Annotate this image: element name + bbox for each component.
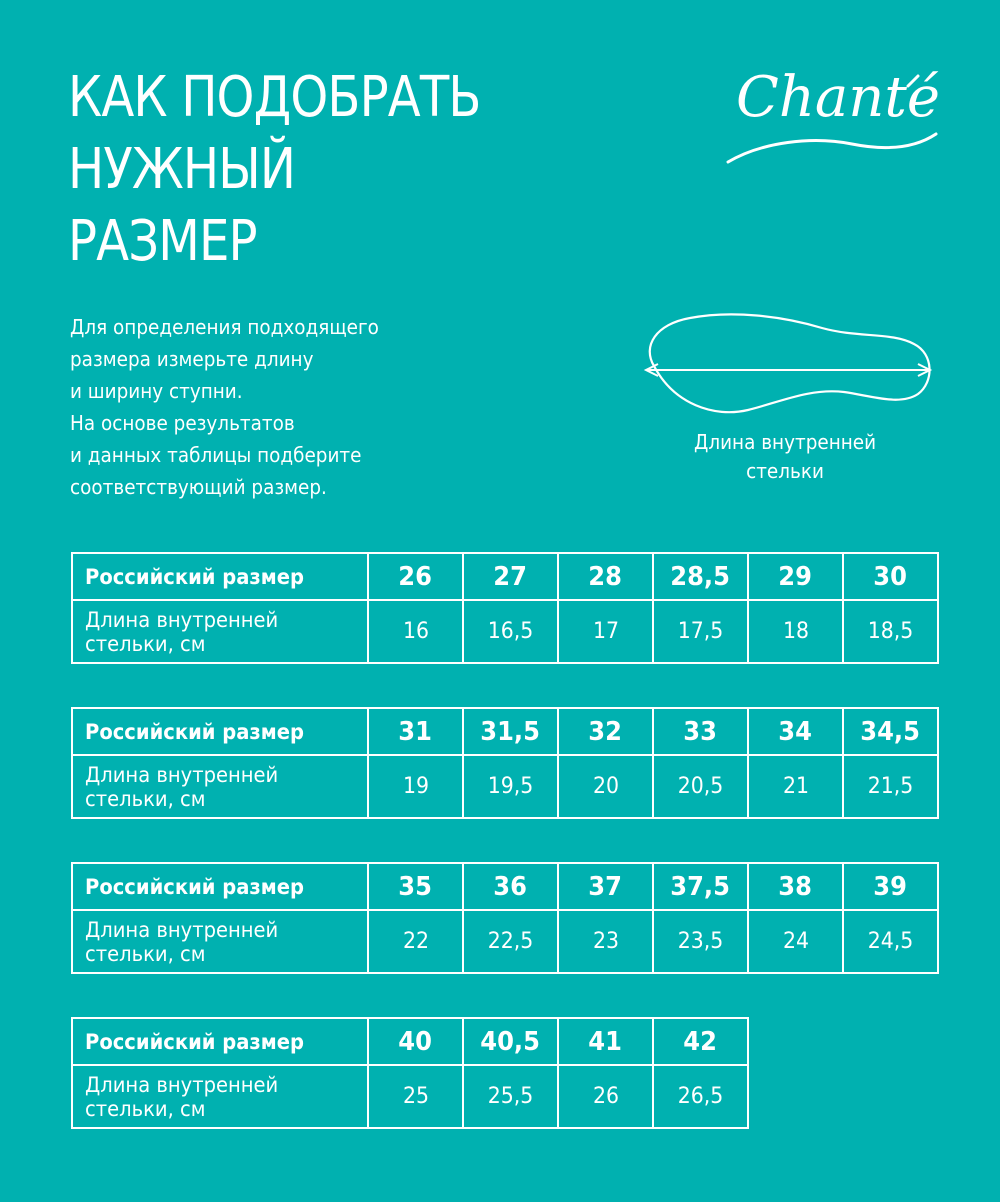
size-label-cell [72, 1018, 368, 1065]
intro-line: На основе результатов [70, 411, 295, 435]
brand-logo-text: Chanté [736, 65, 941, 130]
size-value: 38 [778, 871, 813, 902]
insole-length-label [85, 1073, 278, 1121]
size-cell [558, 863, 653, 910]
table-row [72, 863, 938, 910]
table-row [72, 600, 938, 663]
length-label-cell [72, 600, 368, 663]
insole-caption-line: стельки [746, 459, 824, 483]
size-cell [653, 1018, 748, 1065]
title-line-2: НУЖНЫЙ [68, 137, 296, 202]
length-cell [843, 755, 938, 818]
size-value: 29 [778, 561, 813, 592]
insole-caption [652, 428, 919, 486]
size-cell [368, 863, 463, 910]
insole-length-label [85, 918, 278, 966]
length-cell [558, 910, 653, 973]
size-cell [368, 553, 463, 600]
table-row [72, 1065, 748, 1128]
insole-length-label-line: стельки, см [85, 786, 206, 811]
size-value: 27 [493, 561, 528, 592]
length-value: 21,5 [867, 774, 914, 799]
insole-length-label-line: Длина внутренней [85, 917, 279, 942]
length-value: 26,5 [677, 1084, 724, 1109]
size-value: 41 [588, 1026, 623, 1057]
length-cell [558, 755, 653, 818]
size-value: 40 [398, 1026, 433, 1057]
size-cell [653, 863, 748, 910]
size-cell [843, 863, 938, 910]
length-cell [653, 600, 748, 663]
length-cell [748, 600, 843, 663]
length-value: 26 [592, 1084, 619, 1109]
russian-size-label: Российский размер [85, 719, 304, 744]
length-cell [463, 1065, 558, 1128]
size-value: 40,5 [480, 1026, 541, 1057]
russian-size-label: Российский размер [85, 1029, 304, 1054]
length-cell [843, 600, 938, 663]
insole-length-label-line: Длина внутренней [85, 607, 279, 632]
size-label-cell [72, 863, 368, 910]
size-cell [748, 553, 843, 600]
size-value: 28,5 [670, 561, 731, 592]
length-value: 16,5 [487, 619, 534, 644]
size-value: 35 [398, 871, 433, 902]
length-cell [653, 755, 748, 818]
insole-length-label [85, 763, 278, 811]
size-value: 37,5 [670, 871, 731, 902]
length-cell [653, 910, 748, 973]
intro-text [70, 311, 379, 503]
size-cell [558, 553, 653, 600]
table-row [72, 553, 938, 600]
length-value: 25,5 [487, 1084, 534, 1109]
size-table [71, 862, 939, 974]
size-value: 34 [778, 716, 813, 747]
length-value: 24,5 [867, 929, 914, 954]
length-label-cell [72, 755, 368, 818]
brand-logo-swash-icon [722, 58, 942, 178]
size-table [71, 552, 939, 664]
length-value: 18 [782, 619, 809, 644]
size-cell [653, 553, 748, 600]
length-label-cell [72, 1065, 368, 1128]
size-cell [653, 708, 748, 755]
size-cell [558, 1018, 653, 1065]
length-value: 17,5 [677, 619, 724, 644]
insole-outline-icon [634, 304, 934, 424]
insole-length-label-line: стельки, см [85, 631, 206, 656]
insole-length-label-line: стельки, см [85, 941, 206, 966]
size-value: 28 [588, 561, 623, 592]
length-value: 24 [782, 929, 809, 954]
size-value: 39 [873, 871, 908, 902]
size-table [71, 1017, 749, 1129]
intro-line: и данных таблицы подберите [70, 443, 362, 467]
size-value: 26 [398, 561, 433, 592]
length-cell [463, 755, 558, 818]
insole-length-label [85, 608, 278, 656]
length-value: 19 [402, 774, 429, 799]
length-cell [748, 910, 843, 973]
intro-line: соответствующий размер. [70, 475, 327, 499]
length-cell [843, 910, 938, 973]
insole-length-label-line: Длина внутренней [85, 1072, 279, 1097]
length-cell [368, 755, 463, 818]
page-title [68, 62, 481, 278]
size-cell [368, 1018, 463, 1065]
length-value: 16 [402, 619, 429, 644]
length-cell [653, 1065, 748, 1128]
length-value: 23 [592, 929, 619, 954]
size-value: 34,5 [860, 716, 921, 747]
length-cell [368, 910, 463, 973]
table-row [72, 910, 938, 973]
size-cell [463, 1018, 558, 1065]
length-label-cell [72, 910, 368, 973]
brand-logo [722, 58, 942, 178]
size-value: 42 [683, 1026, 718, 1057]
size-cell [463, 553, 558, 600]
length-value: 23,5 [677, 929, 724, 954]
size-value: 31,5 [480, 716, 541, 747]
length-value: 20,5 [677, 774, 724, 799]
size-cell [843, 553, 938, 600]
size-cell [558, 708, 653, 755]
size-cell [368, 708, 463, 755]
size-value: 31 [398, 716, 433, 747]
length-value: 19,5 [487, 774, 534, 799]
size-label-cell [72, 708, 368, 755]
length-cell [463, 910, 558, 973]
length-value: 17 [592, 619, 619, 644]
length-value: 25 [402, 1084, 429, 1109]
length-value: 21 [782, 774, 809, 799]
insole-length-label-line: стельки, см [85, 1096, 206, 1121]
intro-line: и ширину ступни. [70, 379, 243, 403]
size-cell [843, 708, 938, 755]
table-row [72, 708, 938, 755]
table-row [72, 1018, 748, 1065]
size-value: 33 [683, 716, 718, 747]
size-value: 36 [493, 871, 528, 902]
size-value: 32 [588, 716, 623, 747]
size-table [71, 707, 939, 819]
length-cell [558, 1065, 653, 1128]
title-line-3: РАЗМЕР [68, 209, 257, 274]
intro-line: Для определения подходящего [70, 315, 379, 339]
length-value: 22,5 [487, 929, 534, 954]
length-value: 18,5 [867, 619, 914, 644]
insole-length-label-line: Длина внутренней [85, 762, 279, 787]
length-value: 22 [402, 929, 429, 954]
intro-line: размера измерьте длину [70, 347, 314, 371]
size-label-cell [72, 553, 368, 600]
size-cell [748, 863, 843, 910]
length-cell [558, 600, 653, 663]
length-cell [463, 600, 558, 663]
length-cell [368, 600, 463, 663]
table-row [72, 755, 938, 818]
russian-size-label: Российский размер [85, 874, 304, 899]
title-line-1: КАК ПОДОБРАТЬ [68, 65, 481, 130]
size-cell [463, 863, 558, 910]
size-cell [748, 708, 843, 755]
length-value: 20 [592, 774, 619, 799]
length-cell [748, 755, 843, 818]
size-value: 30 [873, 561, 908, 592]
russian-size-label: Российский размер [85, 564, 304, 589]
size-cell [463, 708, 558, 755]
length-cell [368, 1065, 463, 1128]
size-value: 37 [588, 871, 623, 902]
insole-caption-line: Длина внутренней [693, 430, 877, 454]
